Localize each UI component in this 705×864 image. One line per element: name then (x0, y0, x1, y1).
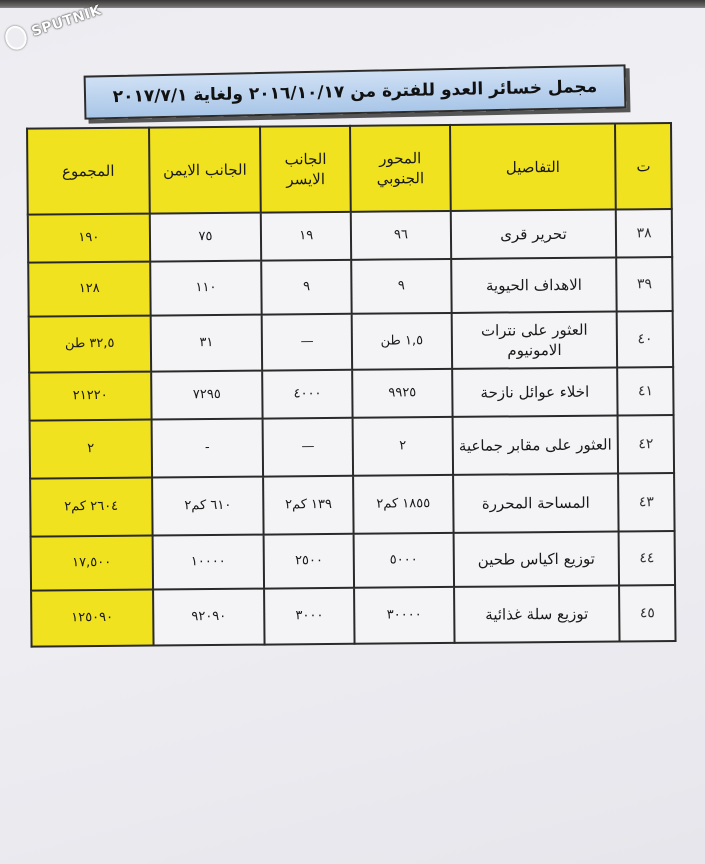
row-total: ٢ (30, 420, 152, 479)
row-south-axis: ٢ (353, 417, 453, 476)
row-number: ٤٢ (618, 415, 674, 473)
sputnik-logo-text: SPUTNIK (29, 2, 104, 41)
row-number: ٣٨ (616, 209, 672, 257)
header-right-side: الجانب الايمن (149, 127, 261, 214)
header-details: التفاصيل (450, 123, 616, 210)
row-number: ٤٥ (619, 585, 675, 641)
row-left-side: ٢٥٠٠ (264, 534, 354, 589)
row-south-axis: ٥٠٠٠ (354, 533, 454, 588)
row-details: تحرير قرى (451, 209, 617, 258)
row-details: توزيع اكياس طحين (453, 531, 619, 586)
table-row (29, 311, 673, 373)
row-number: ٣٩ (616, 257, 672, 311)
row-details: الاهداف الحيوية (451, 257, 617, 312)
row-total: ٢٦٠٤ كم٢ (30, 478, 152, 537)
row-total: ١٩٠ (28, 214, 150, 263)
row-left-side: ١٩ (261, 212, 351, 261)
row-left-side: ٤٠٠٠ (262, 370, 352, 419)
row-details: العثور على مقابر جماعية (452, 415, 618, 474)
row-right-side: ٣١ (150, 315, 262, 372)
row-total: ١٢٥٠٩٠ (31, 590, 153, 647)
table-row (29, 367, 673, 421)
row-south-axis: ٩٩٢٥ (352, 369, 452, 418)
row-number: ٤٣ (618, 473, 674, 531)
row-number: ٤٠ (617, 311, 673, 367)
row-right-side: ٧٢٩٥ (151, 371, 263, 420)
header-left-side: الجانب الايسر (260, 126, 351, 213)
row-left-side: — (262, 314, 352, 371)
row-total: ٢١٢٢٠ (29, 372, 151, 421)
row-left-side: — (263, 418, 353, 477)
row-right-side: ٦١٠ كم٢ (152, 477, 264, 536)
row-south-axis: ٩٦ (351, 211, 451, 260)
row-details: المساحة المحررة (453, 473, 619, 532)
row-right-side: ٩٢٠٩٠ (153, 589, 265, 646)
row-total: ١٧,٥٠٠ (31, 536, 153, 591)
row-total: ٣٢,٥ طن (29, 316, 151, 373)
row-south-axis: ٩ (351, 259, 451, 314)
document-title: مجمل خسائر العدو للفترة من ٢٠١٦/١٠/١٧ ولغاية ٢٠١٧/٧/١ (84, 64, 627, 119)
row-left-side: ١٣٩ كم٢ (263, 476, 353, 535)
table-row (31, 585, 675, 647)
row-details: العثور على نترات الامونيوم (451, 311, 617, 368)
header-total: المجموع (27, 128, 149, 215)
row-details: اخلاء عوائل نازحة (452, 367, 618, 416)
row-left-side: ٩ (262, 260, 352, 315)
table-row (30, 415, 674, 479)
row-right-side: - (151, 419, 263, 478)
row-right-side: ٧٥ (149, 213, 261, 262)
header-no: ت (615, 123, 672, 209)
table-row (28, 209, 672, 263)
table-row (31, 531, 675, 591)
row-number: ٤٤ (619, 531, 675, 585)
row-details: توزيع سلة غذائية (454, 585, 620, 642)
table-row (28, 257, 672, 317)
row-south-axis: ٣٠٠٠٠ (354, 587, 454, 644)
row-right-side: ١٠٠٠٠ (152, 535, 264, 590)
row-left-side: ٣٠٠٠ (264, 588, 354, 645)
row-right-side: ١١٠ (150, 261, 262, 316)
table-header-row (27, 123, 672, 215)
row-south-axis: ١,٥ طن (352, 313, 452, 370)
losses-table (26, 122, 677, 648)
table-row (30, 473, 674, 537)
row-number: ٤١ (617, 367, 673, 415)
row-total: ١٢٨ (28, 262, 150, 317)
header-south-axis: المحور الجنوبي (350, 125, 450, 212)
row-south-axis: ١٨٥٥ كم٢ (353, 475, 453, 534)
